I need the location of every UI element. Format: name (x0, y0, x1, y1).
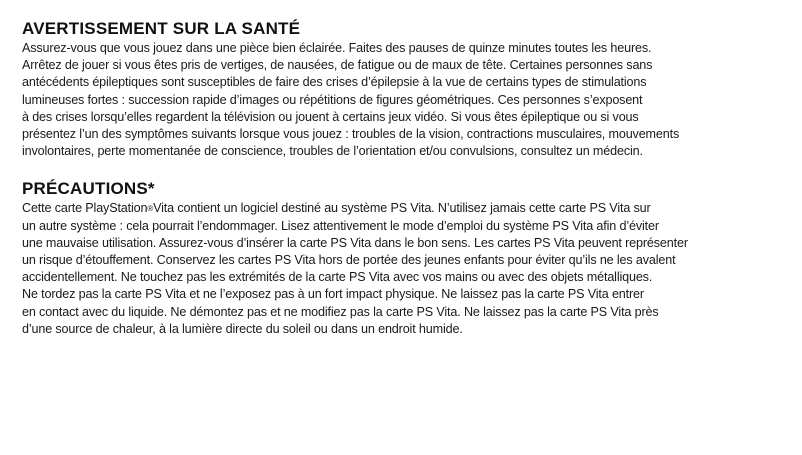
precautions-line: en contact avec du liquide. Ne démontez pas et ne modifiez pas la carte PS Vita. Ne laissez pas la carte PS Vita près (22, 304, 659, 319)
precautions-title: PRÉCAUTIONS* (22, 179, 155, 199)
health-warning-line: lumineuses fortes : succession rapide d’images ou répétitions de figures géométriques. Ces personnes s’exposent (22, 92, 643, 107)
health-warning-line: présentez l’un des symptômes suivants lorsque vous jouez : troubles de la vision, contractions musculaires, mouvements (22, 127, 680, 142)
precautions-line-start: Cette carte PlayStation (22, 201, 148, 216)
health-warning-line: involontaires, perte momentanée de conscience, troubles de l’orientation et/ou convulsions, consultez un médecin. (22, 144, 643, 159)
precautions-line: d’une source de chaleur, à la lumière directe du soleil ou dans un endroit humide. (22, 321, 463, 336)
health-warning-line: à des crises lorsqu’elles regardent la télévision ou jouent à certains jeux vidéo. Si vous êtes épileptique ou si vous (22, 109, 639, 124)
health-warning-line: antécédents épileptiques sont susceptibles de faire des crises d’épilepsie à la vue de certains types de stimulations (22, 75, 647, 90)
registered-mark: ® (147, 204, 154, 214)
precautions-line: accidentellement. Ne touchez pas les extrémités de la carte PS Vita avec vos mains ou avec des objets métalliques. (22, 270, 653, 285)
precautions-line (22, 200, 792, 217)
health-warning-text (22, 40, 792, 160)
precautions-line: un autre système : cela pourrait l’endommager. Lisez attentivement le mode d’emploi du système PS Vita afin d’éviter (22, 218, 659, 233)
health-warning-line: Assurez-vous que vous jouez dans une pièce bien éclairée. Faites des pauses de quinze minutes toutes les heures. (22, 41, 652, 55)
precautions-section (22, 178, 792, 338)
health-warning-title: AVERTISSEMENT SUR LA SANTÉ (22, 19, 301, 38)
precautions-line: un risque d’étouffement. Conservez les cartes PS Vita hors de portée des jeunes enfants pour éviter qu’ils ne les avalent (22, 253, 676, 268)
document-body (22, 18, 792, 356)
health-warning-section (22, 18, 792, 160)
precautions-line-end: Vita contient un logiciel destiné au système PS Vita. N’utilisez jamais cette carte PS Vita sur (153, 201, 651, 216)
health-warning-line: Arrêtez de jouer si vous êtes pris de vertiges, de nausées, de fatigue ou de maux de tête. Certaines personnes sans (22, 58, 653, 73)
precautions-line: Ne tordez pas la carte PS Vita et ne l’exposez pas à un fort impact physique. Ne laissez pas la carte PS Vita entrer (22, 287, 644, 302)
precautions-line: une mauvaise utilisation. Assurez-vous d’insérer la carte PS Vita dans le bon sens. Les cartes PS Vita peuvent représenter (22, 235, 688, 250)
precautions-text (22, 200, 792, 338)
